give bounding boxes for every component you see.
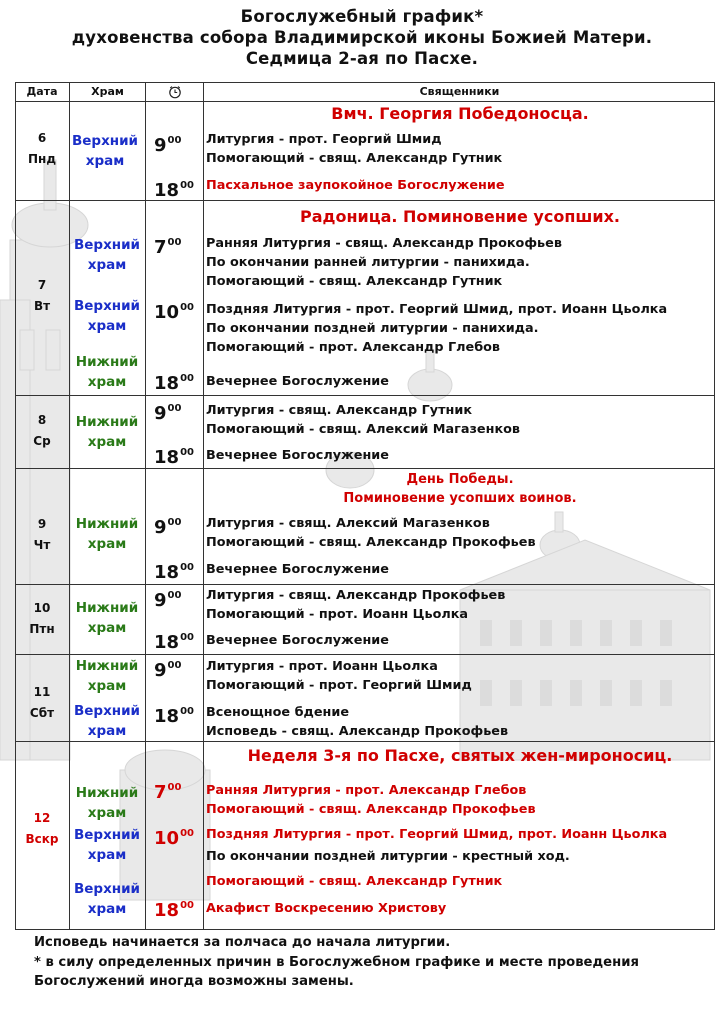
row-divider bbox=[15, 741, 715, 742]
schedule-line: Помогающий - свящ. Александр Гутник bbox=[206, 874, 503, 889]
weekday: Сбт bbox=[29, 706, 55, 720]
schedule-line: Литургия - свящ. Александр Гутник bbox=[206, 403, 473, 418]
schedule-line: Помогающий - свящ. Александр Прокофьев bbox=[206, 535, 536, 550]
column-header-clergy: Священники bbox=[419, 85, 500, 98]
schedule-line: Акафист Воскресению Христову bbox=[206, 901, 447, 916]
temple-label: Верхний храм bbox=[73, 881, 141, 917]
row-divider bbox=[15, 584, 715, 585]
schedule-line: Помогающий - прот. Александр Глебов bbox=[206, 340, 501, 355]
row-divider bbox=[15, 468, 715, 469]
schedule-line: Помогающий - свящ. Александр Гутник bbox=[206, 274, 503, 289]
schedule-line: Исповедь - свящ. Александр Прокофьев bbox=[206, 724, 509, 739]
schedule-line: Всенощное бдение bbox=[206, 705, 350, 720]
schedule-line: Пасхальное заупокойное Богослужение bbox=[206, 178, 505, 193]
date-number: 10 bbox=[33, 601, 51, 615]
service-time: $7^{00}$ bbox=[154, 237, 182, 258]
date-cell bbox=[15, 275, 69, 317]
row-divider bbox=[15, 654, 715, 655]
temple-label: Нижний храм bbox=[75, 785, 139, 821]
date-cell bbox=[15, 514, 69, 556]
service-time: $7^{00}$ bbox=[154, 782, 182, 803]
schedule-line: Литургия - свящ. Алексий Магазенков bbox=[206, 516, 490, 531]
feast-title: Вмч. Георгия Победоносца. bbox=[331, 104, 589, 123]
weekday: Вт bbox=[33, 299, 51, 313]
column-header-date: Дата bbox=[26, 85, 58, 98]
schedule-line: Помогающий - прот. Георгий Шмид bbox=[206, 678, 472, 693]
temple-label: Верхний храм bbox=[73, 237, 141, 273]
service-time: $9^{00}$ bbox=[154, 660, 182, 681]
service-time: $18^{00}$ bbox=[154, 706, 194, 727]
clock-icon bbox=[168, 85, 182, 99]
schedule-table bbox=[15, 82, 715, 930]
column-header-temple: Храм bbox=[91, 85, 124, 98]
service-time: $9^{00}$ bbox=[154, 135, 182, 156]
schedule-line: Литургия - прот. Георгий Шмид bbox=[206, 132, 442, 147]
service-time: $18^{00}$ bbox=[154, 373, 194, 394]
date-number: 12 bbox=[33, 811, 51, 825]
date-cell bbox=[15, 128, 69, 170]
confession-note: Исповедь начинается за полчаса до начала литургии. bbox=[34, 935, 451, 950]
table-header-row bbox=[15, 82, 715, 102]
temple-label: Верхний храм bbox=[73, 827, 141, 863]
service-time: $18^{00}$ bbox=[154, 180, 194, 201]
date-number: 6 bbox=[37, 131, 47, 145]
feast-title: Радоница. Поминовение усопших. bbox=[300, 207, 620, 226]
footnote-line: Богослужений иногда возможны замены. bbox=[34, 974, 354, 989]
row-divider bbox=[15, 395, 715, 396]
feast-title: Неделя 3-я по Пасхе, святых жен-мироносиц. bbox=[247, 746, 673, 765]
schedule-line: Поздняя Литургия - прот. Георгий Шмид, прот. Иоанн Цьолка bbox=[206, 827, 668, 842]
weekday: Ср bbox=[33, 434, 51, 448]
temple-label: Нижний храм bbox=[75, 516, 139, 552]
schedule-line: Ранняя Литургия - свящ. Александр Прокофьев bbox=[206, 236, 562, 251]
temple-label: Верхний храм bbox=[73, 298, 141, 334]
schedule-line: По окончании поздней литургии - панихида. bbox=[206, 321, 539, 336]
row-divider bbox=[15, 200, 715, 201]
temple-label: Нижний храм bbox=[75, 658, 139, 694]
schedule-line: Помогающий - свящ. Александр Прокофьев bbox=[206, 802, 536, 817]
date-cell bbox=[15, 410, 69, 452]
temple-label: Нижний храм bbox=[75, 354, 139, 390]
schedule-line: Помогающий - свящ. Александр Гутник bbox=[206, 151, 503, 166]
date-cell bbox=[15, 682, 69, 724]
service-time: $18^{00}$ bbox=[154, 900, 194, 921]
date-number: 7 bbox=[37, 278, 47, 292]
date-number: 9 bbox=[37, 517, 47, 531]
schedule-line: Литургия - прот. Иоанн Цьолка bbox=[206, 659, 438, 674]
service-time: $10^{00}$ bbox=[154, 302, 194, 323]
service-time: $18^{00}$ bbox=[154, 562, 194, 583]
service-time: $18^{00}$ bbox=[154, 447, 194, 468]
date-cell bbox=[15, 598, 69, 640]
schedule-line: Ранняя Литургия - прот. Александр Глебов bbox=[206, 783, 527, 798]
schedule-line: Вечернее Богослужение bbox=[206, 448, 389, 463]
date-cell bbox=[15, 808, 69, 850]
column-divider bbox=[145, 82, 146, 930]
schedule-line: По окончании поздней литургии - крестный ход. bbox=[206, 849, 570, 864]
temple-label: Верхний храм bbox=[71, 133, 139, 169]
page-title: Богослужебный график* bbox=[240, 7, 484, 26]
date-number: 8 bbox=[37, 413, 47, 427]
feast-title: День Победы. bbox=[406, 472, 514, 487]
service-time: $9^{00}$ bbox=[154, 517, 182, 538]
page-header bbox=[0, 6, 724, 69]
weekday: Чт bbox=[33, 538, 51, 552]
schedule-line: Вечернее Богослужение bbox=[206, 562, 389, 577]
column-divider bbox=[69, 82, 70, 930]
schedule-line: Вечернее Богослужение bbox=[206, 374, 389, 389]
footnote-line: * в силу определенных причин в Богослужебном графике и месте проведения bbox=[34, 955, 639, 970]
service-time: $18^{00}$ bbox=[154, 632, 194, 653]
service-time: $10^{00}$ bbox=[154, 828, 194, 849]
schedule-line: По окончании ранней литургии - панихида. bbox=[206, 255, 530, 270]
schedule-line: Поздняя Литургия - прот. Георгий Шмид, прот. Иоанн Цьолка bbox=[206, 302, 668, 317]
column-header-time bbox=[146, 82, 203, 101]
weekday: Пнд bbox=[27, 152, 57, 166]
schedule-line: Литургия - свящ. Александр Прокофьев bbox=[206, 588, 506, 603]
week-title: Седмица 2-ая по Пасхе. bbox=[245, 49, 479, 68]
service-time: $9^{00}$ bbox=[154, 590, 182, 611]
temple-label: Нижний храм bbox=[75, 600, 139, 636]
temple-label: Нижний храм bbox=[75, 414, 139, 450]
weekday: Вскр bbox=[25, 832, 59, 846]
service-time: $9^{00}$ bbox=[154, 403, 182, 424]
date-number: 11 bbox=[33, 685, 51, 699]
temple-label: Верхний храм bbox=[73, 703, 141, 739]
schedule-line: Вечернее Богослужение bbox=[206, 633, 389, 648]
feast-subtitle: Поминовение усопших воинов. bbox=[343, 491, 577, 506]
weekday: Птн bbox=[29, 622, 55, 636]
schedule-line: Помогающий - прот. Иоанн Цьолка bbox=[206, 607, 469, 622]
schedule-line: Помогающий - свящ. Алексий Магазенков bbox=[206, 422, 521, 437]
page-subtitle: духовенства собора Владимирской иконы Божией Матери. bbox=[71, 28, 653, 47]
